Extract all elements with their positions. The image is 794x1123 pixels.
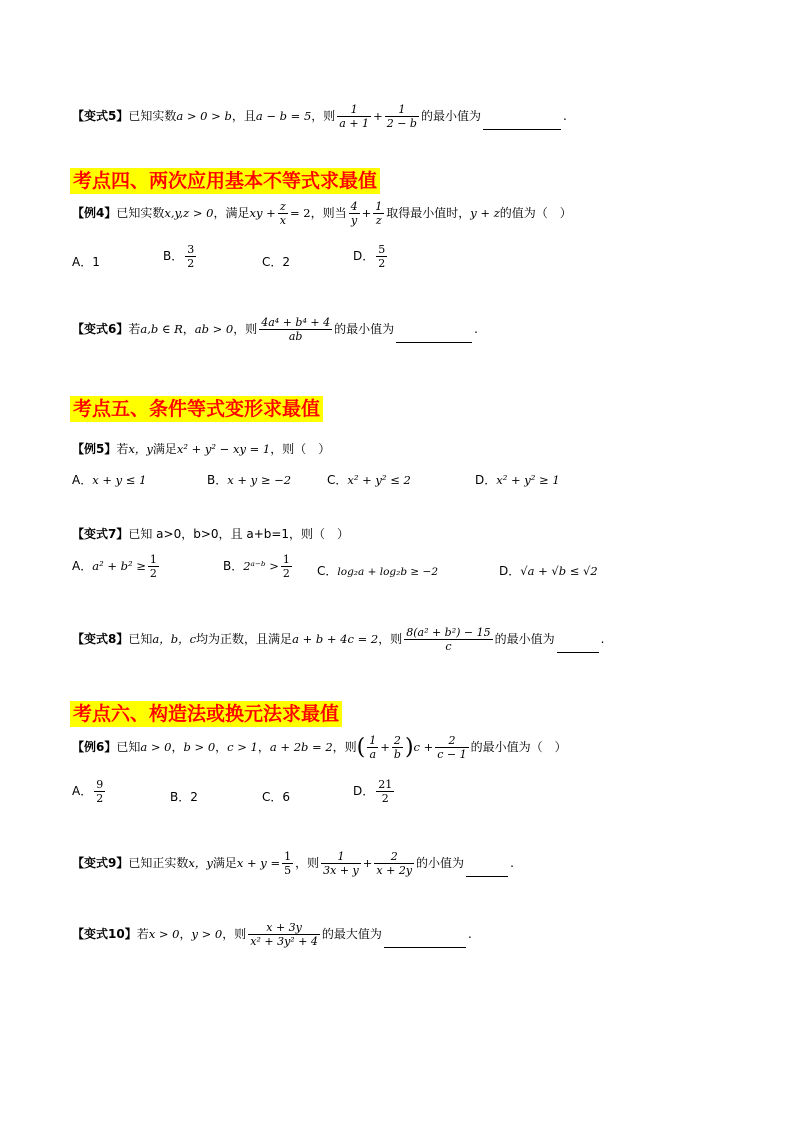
text: ，则 xyxy=(332,740,357,754)
text: . xyxy=(600,632,605,646)
fraction: $\frac{1}{5}$ xyxy=(284,850,292,877)
math: c > 1 xyxy=(227,740,258,754)
option-d[interactable]: D． $\frac{21}{2}$ xyxy=(353,778,393,805)
math: x² + y² ≤ 2 xyxy=(347,473,411,487)
math: a − b = 5 xyxy=(255,109,312,123)
option-d[interactable]: D．√a + √b ≤ √2 xyxy=(499,564,598,578)
variant-tag: 【变式6】 xyxy=(72,322,129,336)
math: √a + √b ≤ √2 xyxy=(520,564,598,578)
answer-blank[interactable] xyxy=(466,876,508,877)
math: a,b ∈ R xyxy=(140,322,183,336)
fraction: $\frac{1}{a + 1}$ xyxy=(339,103,370,130)
example-4-line xyxy=(72,200,572,227)
text: 的最小值为 xyxy=(494,632,555,646)
section-heading-5: 考点五、条件等式变形求最值 xyxy=(70,396,323,422)
text: 的值为（ ） xyxy=(499,206,572,220)
example-tag: 【例5】 xyxy=(72,442,117,456)
text: . xyxy=(467,927,472,941)
math: xy + xyxy=(249,206,276,220)
option-b[interactable]: B．2 xyxy=(170,790,198,804)
text: ，则 xyxy=(378,632,403,646)
math: + xyxy=(361,206,372,220)
text: ，则 xyxy=(311,109,336,123)
variant-tag: 【变式5】 xyxy=(72,109,129,123)
math: c + xyxy=(413,740,434,754)
math: a² + b² ≥ xyxy=(92,559,146,573)
text: 若 xyxy=(128,322,141,336)
text: 的最小值为 xyxy=(420,109,481,123)
math: y + z xyxy=(470,206,500,220)
section-heading-4: 考点四、两次应用基本不等式求最值 xyxy=(70,168,380,194)
fraction: $\frac{4}{y}$ xyxy=(350,200,358,227)
math: a + b + 4c = 2 xyxy=(292,632,379,646)
variant-6-line xyxy=(72,316,478,343)
text: 的小值为 xyxy=(416,856,465,870)
fraction: $\frac{z}{x}$ xyxy=(279,200,286,227)
math: x，y xyxy=(188,856,213,870)
text: . xyxy=(562,109,567,123)
paren: ( xyxy=(356,735,366,760)
text: ， xyxy=(215,740,228,754)
text: 已知 xyxy=(116,740,141,754)
text: . xyxy=(474,322,478,336)
text: ，满足 xyxy=(213,206,250,220)
fraction: $\frac{1}{2 - b}$ xyxy=(386,103,417,130)
fraction: $\frac{2}{b}$ xyxy=(393,734,401,761)
option-a[interactable]: A． $\frac{9}{2}$ xyxy=(72,778,104,805)
text: ，且 xyxy=(231,109,256,123)
math: x + y ≥ −2 xyxy=(227,473,292,487)
math: b > 0 xyxy=(183,740,216,754)
option-c[interactable]: C．x² + y² ≤ 2 xyxy=(327,473,411,487)
math: a，b，c xyxy=(152,632,197,646)
math: a + 2b = 2 xyxy=(269,740,333,754)
variant-5-line xyxy=(72,103,567,130)
text: ， xyxy=(182,322,195,336)
variant-10-line xyxy=(72,921,472,948)
text: 取得最小值时， xyxy=(386,206,471,220)
math: + xyxy=(362,856,373,870)
option-b[interactable]: B．x + y ≥ −2 xyxy=(207,473,292,487)
variant-tag: 【变式10】 xyxy=(72,927,137,941)
fraction: $\frac{5}{2}$ xyxy=(378,243,386,270)
text: ， xyxy=(257,740,270,754)
option-c[interactable]: C．log₂a + log₂b ≥ −2 xyxy=(317,564,439,578)
text: ， xyxy=(171,740,184,754)
math: a > 0 > b xyxy=(176,109,232,123)
answer-blank[interactable] xyxy=(384,947,466,948)
option-c[interactable]: C．6 xyxy=(262,790,291,804)
variant-tag: 【变式7】 xyxy=(72,527,129,541)
option-b[interactable]: B．2ᵃ⁻ᵇ > $\frac{1}{2}$ xyxy=(223,553,290,580)
text: 已知实数 xyxy=(128,109,177,123)
fraction: $\frac{21}{2}$ xyxy=(378,778,393,805)
math: log₂a + log₂b ≥ −2 xyxy=(337,566,439,578)
text: 满足 xyxy=(212,856,237,870)
example-tag: 【例4】 xyxy=(72,206,117,220)
option-a[interactable]: A．a² + b² ≥ $\frac{1}{2}$ xyxy=(72,553,157,580)
text: ，则 xyxy=(233,322,258,336)
math: x,y,z > 0 xyxy=(164,206,214,220)
option-b[interactable]: B． $\frac{3}{2}$ xyxy=(163,243,195,270)
math: 2ᵃ⁻ᵇ > xyxy=(243,559,279,573)
math: x² + y² − xy = 1 xyxy=(176,442,271,456)
text: 满足 xyxy=(152,442,177,456)
variant-9-line xyxy=(72,850,514,877)
text: 若 xyxy=(136,927,149,941)
fraction: $\frac{x + 3y}{\text{x² + 3y² + 4}}$ xyxy=(250,921,318,948)
fraction: $\frac{2}{x + 2y}$ xyxy=(376,850,413,877)
fraction: $\frac{1}{2}$ xyxy=(282,553,290,580)
option-a[interactable]: A．1 xyxy=(72,255,100,269)
text: ，则当 xyxy=(310,206,347,220)
math: x² + y² ≥ 1 xyxy=(496,473,560,487)
fraction: $\frac{\text{8(a² + b²) − 15}}{c}$ xyxy=(406,626,491,653)
math: x > 0 xyxy=(148,927,180,941)
text: 已知 xyxy=(128,632,153,646)
text: . xyxy=(510,856,514,870)
text: 已知实数 xyxy=(116,206,165,220)
fraction: $\frac{1}{a}$ xyxy=(369,734,377,761)
section-heading-6: 考点六、构造法或换元法求最值 xyxy=(70,701,342,727)
example-6-line xyxy=(72,734,567,761)
fraction: $\frac{\text{4a⁴ + b⁴ + 4}}{ab}$ xyxy=(261,316,331,343)
example-tag: 【例6】 xyxy=(72,740,117,754)
math: x + y ≤ 1 xyxy=(92,473,147,487)
paren: ) xyxy=(404,735,414,760)
text: ，则（ ） xyxy=(270,442,331,456)
answer-blank[interactable] xyxy=(557,652,599,653)
fraction: $\frac{2}{c - 1}$ xyxy=(437,734,467,761)
math: = 2 xyxy=(289,206,311,220)
math: x，y xyxy=(128,442,153,456)
text: 均为正数，且满足 xyxy=(196,632,293,646)
text: 已知 a>0，b>0，且 a+b=1，则（ ） xyxy=(128,527,350,541)
answer-blank[interactable] xyxy=(396,342,472,343)
math: + xyxy=(380,740,390,754)
option-d[interactable]: D．x² + y² ≥ 1 xyxy=(475,473,560,487)
text: ，则 xyxy=(295,856,320,870)
example-5-line xyxy=(72,440,330,457)
option-a[interactable]: A．x + y ≤ 1 xyxy=(72,473,147,487)
variant-8-line xyxy=(72,626,604,653)
math: a > 0 xyxy=(140,740,172,754)
text: 已知正实数 xyxy=(128,856,189,870)
variant-tag: 【变式9】 xyxy=(72,856,129,870)
answer-blank[interactable] xyxy=(483,129,561,130)
option-c[interactable]: C．2 xyxy=(262,255,291,269)
text: 的最小值为 xyxy=(334,322,395,336)
text: 的最大值为 xyxy=(321,927,382,941)
option-d[interactable]: D． $\frac{5}{2}$ xyxy=(353,243,386,270)
text: ， xyxy=(179,927,192,941)
math: ab > 0 xyxy=(194,322,234,336)
text: ，则 xyxy=(222,927,247,941)
text: 的最小值为（ ） xyxy=(470,740,567,754)
fraction: $\frac{3}{2}$ xyxy=(187,243,195,270)
fraction: $\frac{1}{2}$ xyxy=(149,553,157,580)
variant-tag: 【变式8】 xyxy=(72,632,129,646)
math: + xyxy=(373,109,383,123)
fraction: $\frac{1}{z}$ xyxy=(375,200,383,227)
variant-7-line xyxy=(72,525,349,542)
math: y > 0 xyxy=(191,927,223,941)
fraction: $\frac{9}{2}$ xyxy=(96,778,104,805)
math: x + y = xyxy=(236,856,281,870)
fraction: $\frac{1}{3x + y}$ xyxy=(323,850,359,877)
text: 若 xyxy=(116,442,129,456)
